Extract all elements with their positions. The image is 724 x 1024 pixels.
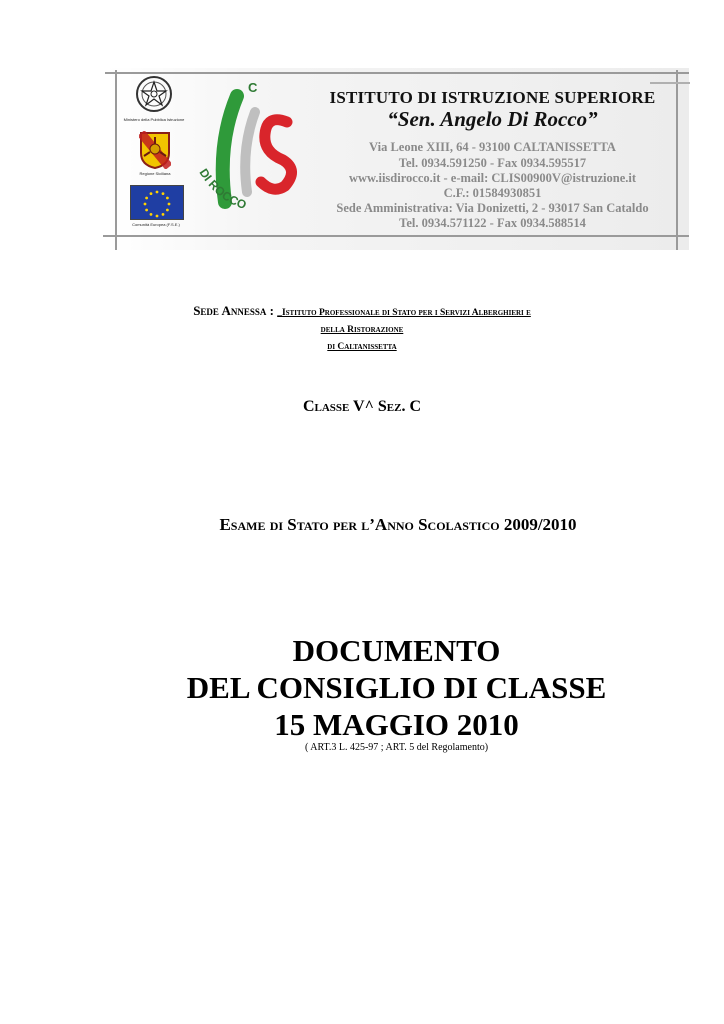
exam-heading: Esame di Stato per l’Anno Scolastico 2009/2010: [219, 515, 577, 534]
letterhead-rule-left: [115, 70, 117, 250]
letterhead-rule-top: [105, 72, 689, 74]
sede-line2: della Ristorazione: [320, 325, 404, 335]
logo-grey-stroke: [245, 112, 255, 192]
header-admin-address: Sede Amministrativa: Via Donizetti, 2 - 93017 San Cataldo: [336, 201, 649, 215]
european-union-flag: [130, 185, 184, 225]
institute-name: “Sen. Angelo Di Rocco”: [387, 107, 598, 131]
document-title-line2: DEL CONSIGLIO DI CLASSE: [186, 670, 607, 705]
class-heading: Classe V^ Sez. C: [302, 398, 422, 415]
eu-flag-icon: [130, 185, 184, 220]
logo-letters-bottom: DI ROCCO: [196, 165, 249, 213]
trinacria-shield-icon: [139, 131, 171, 169]
letterhead-rule-bottom: [103, 235, 689, 237]
header-web-email: www.iisdirocco.it - e-mail: CLIS00900V@istruzione.it: [348, 171, 637, 185]
header-address: Via Leone XIII, 64 - 93100 CALTANISSETTA: [369, 140, 616, 154]
eu-caption: Comunità Europea (F.S.E.): [132, 222, 180, 227]
sicily-region-emblem: [139, 131, 171, 174]
italian-republic-emblem: [134, 74, 174, 119]
header-admin-phone: Tel. 0934.571122 - Fax 0934.588514: [399, 216, 586, 230]
document-title-line1: DOCUMENTO: [292, 633, 501, 668]
institute-title: ISTITUTO DI ISTRUZIONE SUPERIORE: [329, 88, 656, 107]
region-caption: Regione Siciliana: [139, 171, 171, 176]
document-subtitle: ( ART.3 L. 425-97 ; ART. 5 del Regolamento): [304, 742, 489, 753]
sede-line1: _Istituto Professionale di Stato per i Servizi Alberghieri e: [277, 308, 531, 318]
header-cf: C.F.: 01584930851: [443, 186, 542, 200]
letterhead-rule-inner: [650, 82, 690, 84]
star-emblem-icon: [134, 74, 174, 114]
sede-label: Sede Annessa :: [193, 303, 274, 318]
sede-annessa-row: [0, 303, 724, 319]
iis-di-rocco-logo: [195, 74, 305, 224]
ministry-caption: Ministero della Pubblica Istruzione: [123, 117, 185, 122]
logo-letter-top: C: [248, 80, 258, 95]
header-phone: Tel. 0934.591250 - Fax 0934.595517: [398, 156, 587, 170]
sede-line3: di Caltanissetta: [327, 342, 397, 352]
document-title-line3: 15 MAGGIO 2010: [274, 707, 519, 742]
logo-red-s: [261, 120, 292, 189]
